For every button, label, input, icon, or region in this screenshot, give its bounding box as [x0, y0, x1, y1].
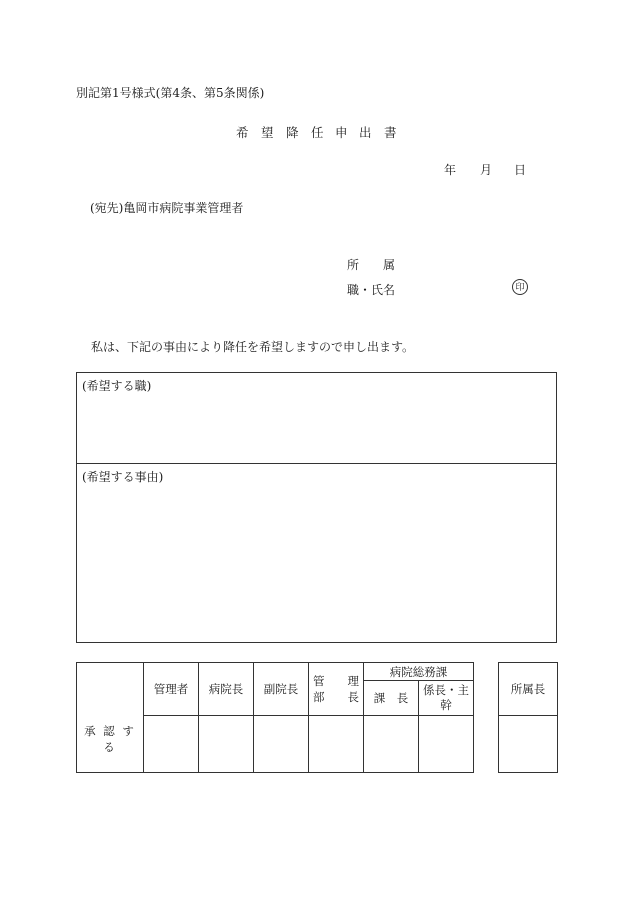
affiliation-label: 所 属 — [347, 258, 396, 272]
header-admin-director: 管 部 理 長 — [309, 663, 364, 716]
title-char: 希 — [236, 125, 249, 140]
statement: 私は、下記の事由により降任を希望しますので申し出ます。 — [91, 340, 415, 354]
date-month-label: 月 — [480, 163, 493, 177]
stamp-cell-subsection-chief[interactable] — [419, 716, 474, 773]
date-year-label: 年 — [444, 163, 457, 177]
stamp-cell-admin-director[interactable] — [309, 716, 364, 773]
stamp-cell-hospital-director[interactable] — [199, 716, 254, 773]
header-general-affairs-dept: 病院総務課 — [364, 663, 474, 681]
stamp-cell-section-chief[interactable] — [364, 716, 419, 773]
header-subsection-chief: 係長・主 幹 — [419, 681, 474, 716]
form-reference: 別記第1号様式(第4条、第5条関係) — [76, 86, 265, 100]
title-char: 望 — [261, 125, 274, 140]
dept-head-table — [498, 662, 558, 773]
title-char: 申 — [335, 125, 348, 140]
header-hospital-director: 病院長 — [199, 663, 254, 716]
header-dept-head: 所属長 — [499, 663, 558, 716]
approve-label: 承 認 す る — [77, 663, 144, 773]
title-char: 書 — [384, 125, 397, 140]
header-administrator: 管理者 — [144, 663, 199, 716]
header-section-chief: 課 長 — [364, 681, 419, 716]
seal-mark: 印 — [512, 279, 528, 295]
title-char: 降 — [286, 125, 299, 140]
document-title — [236, 123, 397, 141]
name-label: 職・氏名 — [347, 283, 396, 297]
reason-label: (希望する事由) — [82, 470, 164, 484]
approval-table — [76, 662, 474, 773]
section-divider — [77, 463, 556, 464]
stamp-cell-administrator[interactable] — [144, 716, 199, 773]
stamp-cell-dept-head[interactable] — [499, 716, 558, 773]
header-vice-director: 副院長 — [254, 663, 309, 716]
title-char: 出 — [359, 125, 372, 140]
stamp-cell-vice-director[interactable] — [254, 716, 309, 773]
date-day-label: 日 — [514, 163, 527, 177]
request-box — [76, 372, 557, 643]
title-char: 任 — [311, 125, 324, 140]
desired-position-label: (希望する職) — [82, 379, 152, 393]
addressee: (宛先)亀岡市病院事業管理者 — [90, 201, 244, 215]
